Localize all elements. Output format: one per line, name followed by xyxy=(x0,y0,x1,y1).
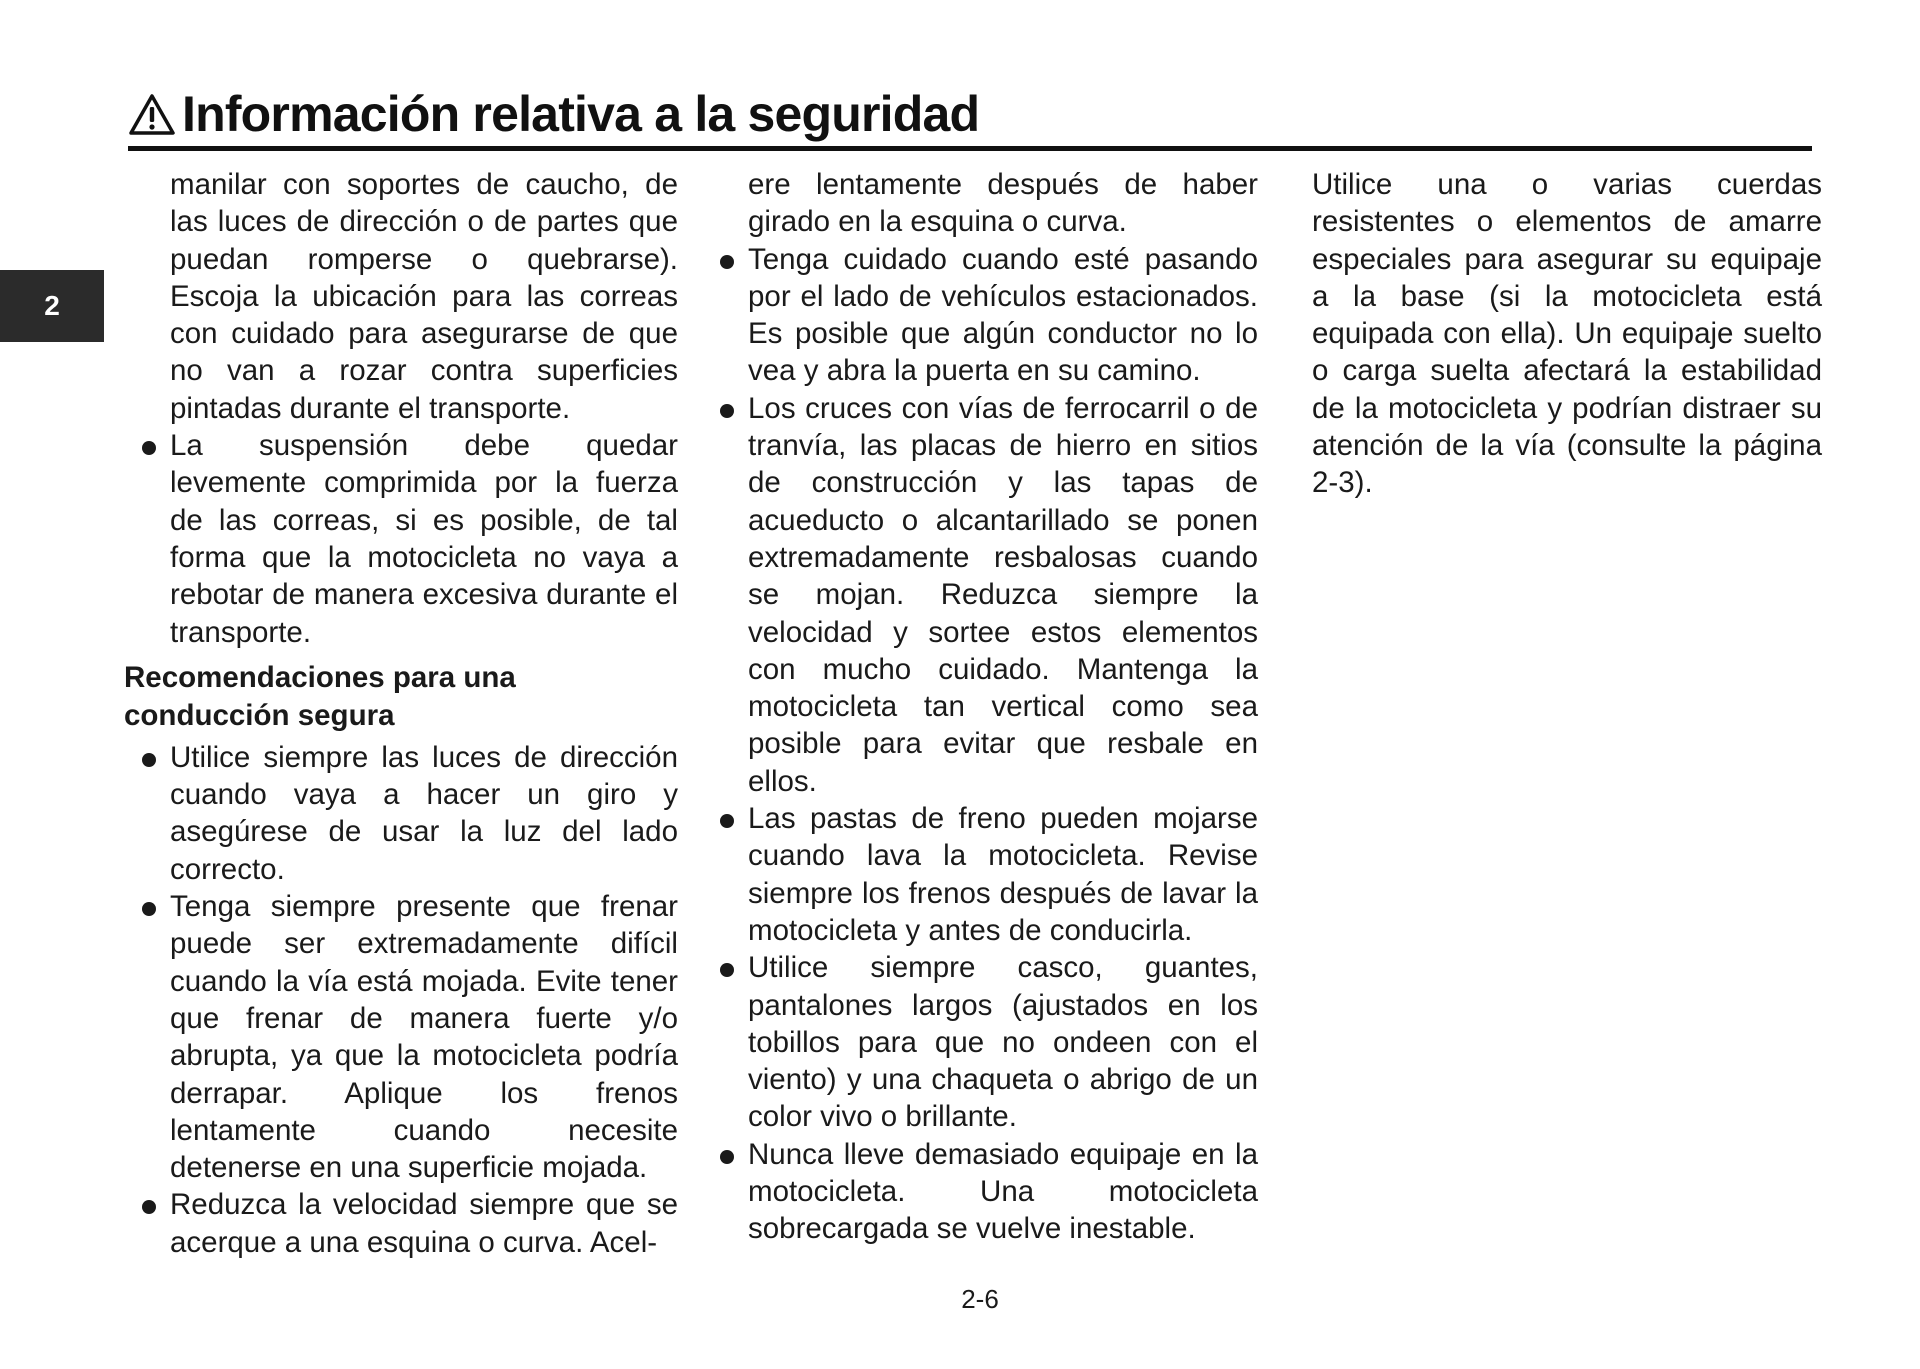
chapter-tab: 2 xyxy=(0,270,104,342)
bullet-item: Nunca lleve demasiado equipaje en la motocicleta. Una motocicleta sobrecargada se vuelve inestable. xyxy=(716,1136,1258,1248)
paragraph: manilar con soportes de caucho, de las luces de dirección o de partes que puedan romperse o quebrarse). Escoja la ubicación para las correas con cuidado para asegurarse de que no van a rozar contra superficies pintadas durante el transporte. xyxy=(170,168,678,425)
text-column-2 xyxy=(716,166,1258,1248)
section-header xyxy=(128,80,1812,151)
bullet-item: Tenga siempre presente que frenar puede ser extremadamente difícil cuando la vía está mojada. Evite tener que frenar de manera fuerte y/o abrupta, ya que la motocicleta podría derrapar. Aplique los frenos lentamente cuando necesite detenerse en una superficie mojada. xyxy=(124,888,678,1186)
paragraph: Utilice una o varias cuerdas resistentes o elementos de amarre especiales para asegurar su equipaje a la base (si la motocicleta está equipada con ella). Un equipaje suelto o carga suelta afectará la estabilidad de la motocicleta y podrían distraer su atención de la vía (consulte la página 2-3). xyxy=(1312,168,1822,500)
text-column-1 xyxy=(124,166,678,1261)
section-heading: Recomendaciones para una conducción segura xyxy=(124,660,516,732)
warning-triangle-icon xyxy=(128,92,176,136)
bullet-item: Los cruces con vías de ferrocarril o de tranvía, las placas de hierro en sitios de construcción y las tapas de acueducto o alcantarillado se ponen extremadamente resbalosas cuando se mojan. Reduzca siempre la velocidad y sortee estos elementos con mucho cuidado. Mantenga la motocicleta tan vertical como sea posible para evitar que resbale en ellos. xyxy=(716,390,1258,800)
text-column-3 xyxy=(1312,166,1822,502)
page-title: Información relativa a la seguridad xyxy=(182,86,980,142)
paragraph: ere lentamente después de haber girado en la esquina o curva. xyxy=(748,168,1258,239)
bullet-item: Utilice siempre casco, guantes, pantalones largos (ajustados en los tobillos para que no ondeen con el viento) y una chaqueta o abrigo de un color vivo o brillante. xyxy=(716,949,1258,1135)
bullet-item: La suspensión debe quedar levemente comprimida por la fuerza de las correas, si es posible, de tal forma que la motocicleta no vaya a rebotar de manera excesiva durante el transporte. xyxy=(124,427,678,651)
bullet-item: Tenga cuidado cuando esté pasando por el lado de vehículos estacionados. Es posible que algún conductor no lo vea y abra la puerta en su camino. xyxy=(716,241,1258,390)
bullet-item: Las pastas de freno pueden mojarse cuando lava la motocicleta. Revise siempre los frenos después de lavar la motocicleta y antes de conducirla. xyxy=(716,800,1258,949)
page-number: 2-6 xyxy=(961,1284,999,1314)
bullet-item: Reduzca la velocidad siempre que se acerque a una esquina o curva. Acel- xyxy=(124,1186,678,1261)
bullet-item: Utilice siempre las luces de dirección cuando vaya a hacer un giro y asegúrese de usar la luz del lado correcto. xyxy=(124,739,678,888)
